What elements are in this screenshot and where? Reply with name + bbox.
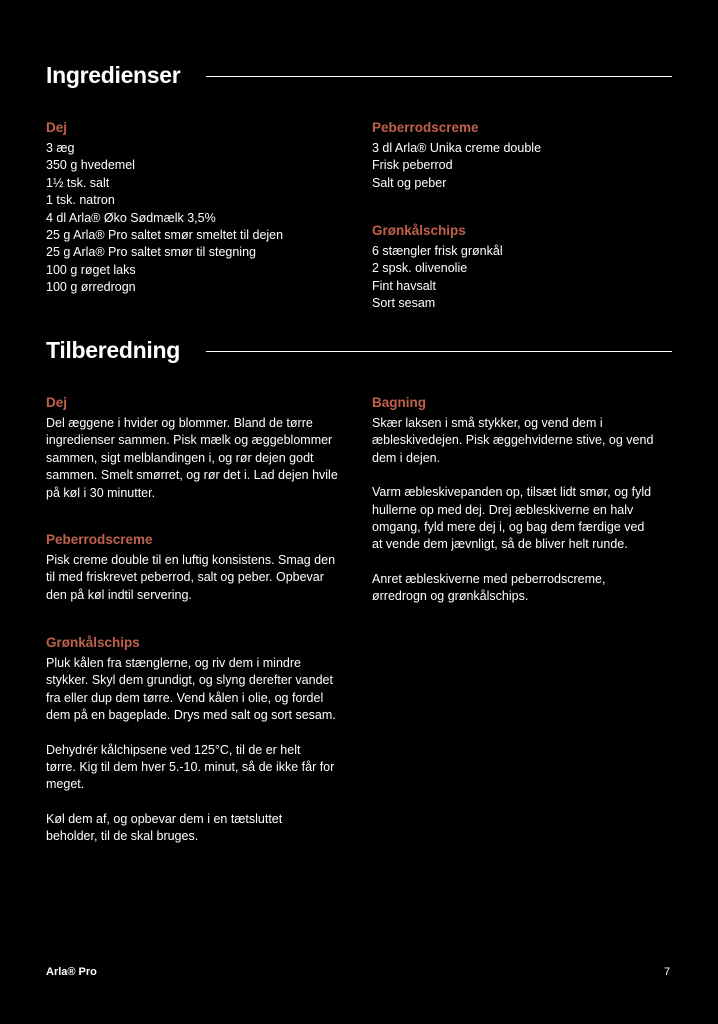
ingredients-kale-heading: Grønkålschips [372, 223, 466, 238]
preparation-horseradish-block [46, 531, 356, 604]
preparation-divider [206, 351, 672, 352]
list-item: 6 stængler frisk grønkål [372, 244, 503, 258]
list-item: 100 g ørredrogn [46, 280, 136, 295]
list-item: Fint havsalt [372, 278, 436, 293]
preparation-baking-text-1: Skær laksen i små stykker, og vend dem i æbleskivedejen. Pisk æggehviderne stive, og vend dem i dejen. [372, 416, 654, 465]
list-item: 350 g hvedemel [46, 158, 135, 173]
list-item: 1½ tsk. salt [46, 175, 110, 190]
preparation-kale-text-1: Pluk kålen fra stænglerne, og riv dem i mindre stykker. Skyl dem grundigt, og slyng derefter vandet fra eller dup dem tørre. Vend kålen i olie, og fordel dem på en bageplade. Drys med salt og sort sesam. [46, 656, 336, 723]
list-item: 3 dl Arla® Unika creme double [372, 141, 542, 155]
list-item: 25 g Arla® Pro saltet smør til stegning [46, 245, 256, 260]
preparation-dough-text: Del æggene i hvider og blommer. Bland de tørre ingredienser sammen. Pisk mælk og æggeblommer sammen, sigt melblandingen i, og rør dejen godt sammen. Smelt smørret, og rør det i. Lad dejen hvile på køl i 30 minutter. [46, 416, 338, 500]
footer-brand: Arla® Pro [46, 966, 97, 978]
preparation-baking-heading: Bagning [372, 395, 426, 410]
list-item: 100 g røget laks [46, 262, 136, 277]
list-item: Frisk peberrod [372, 158, 453, 173]
ingredients-divider [206, 76, 672, 77]
preparation-horseradish-text: Pisk creme double til en luftig konsistens. Smag den til med friskrevet peberrod, salt og peber. Opbevar den på køl indtil servering. [46, 553, 336, 602]
preparation-kale-text-2: Dehydrér kålchipsene ved 125°C, til de er helt tørre. Kig til dem hver 5.-10. minut, så de ikke får for meget. [46, 742, 335, 792]
preparation-title: Tilberedning [46, 337, 180, 363]
preparation-baking-block [372, 394, 682, 606]
list-item: 4 dl Arla® Øko Sødmælk 3,5% [46, 210, 216, 225]
ingredients-horseradish-block [372, 119, 541, 192]
ingredients-dough-block [46, 119, 283, 297]
list-item: 25 g Arla® Pro saltet smør smeltet til dejen [46, 228, 284, 243]
list-item: 2 spsk. olivenolie [372, 261, 468, 276]
ingredients-dough-list [46, 140, 283, 297]
preparation-baking-text-3: Anret æbleskiverne med peberrodscreme, ørredrogn og grønkålschips. [372, 571, 606, 604]
ingredients-horseradish-list [372, 140, 541, 192]
ingredients-kale-block [372, 222, 503, 313]
preparation-baking-text-2: Varm æbleskivepanden op, tilsæt lidt smør, og fyld hullerne op med dej. Drej æbleskiverne en halv omgang, fyld mere dej i, og bag dem færdige ved at vende dem jævnligt, så de bliver helt runde. [372, 485, 652, 552]
preparation-dough-heading: Dej [46, 395, 68, 410]
page-number: 7 [664, 966, 671, 978]
list-item: Sort sesam [372, 296, 436, 311]
list-item: 1 tsk. natron [46, 193, 115, 208]
list-item: Salt og peber [372, 175, 447, 190]
ingredients-kale-list [372, 243, 503, 313]
list-item: 3 æg [46, 141, 75, 155]
preparation-kale-block [46, 634, 356, 846]
preparation-horseradish-heading: Peberrodscreme [46, 532, 153, 547]
ingredients-horseradish-heading: Peberrodscreme [372, 120, 479, 135]
ingredients-title: Ingredienser [46, 62, 181, 88]
preparation-dough-block [46, 394, 356, 502]
preparation-kale-heading: Grønkålschips [46, 635, 140, 650]
ingredients-dough-heading: Dej [46, 120, 68, 135]
preparation-kale-text-3: Køl dem af, og opbevar dem i en tætsluttet beholder, til de skal bruges. [46, 811, 283, 844]
